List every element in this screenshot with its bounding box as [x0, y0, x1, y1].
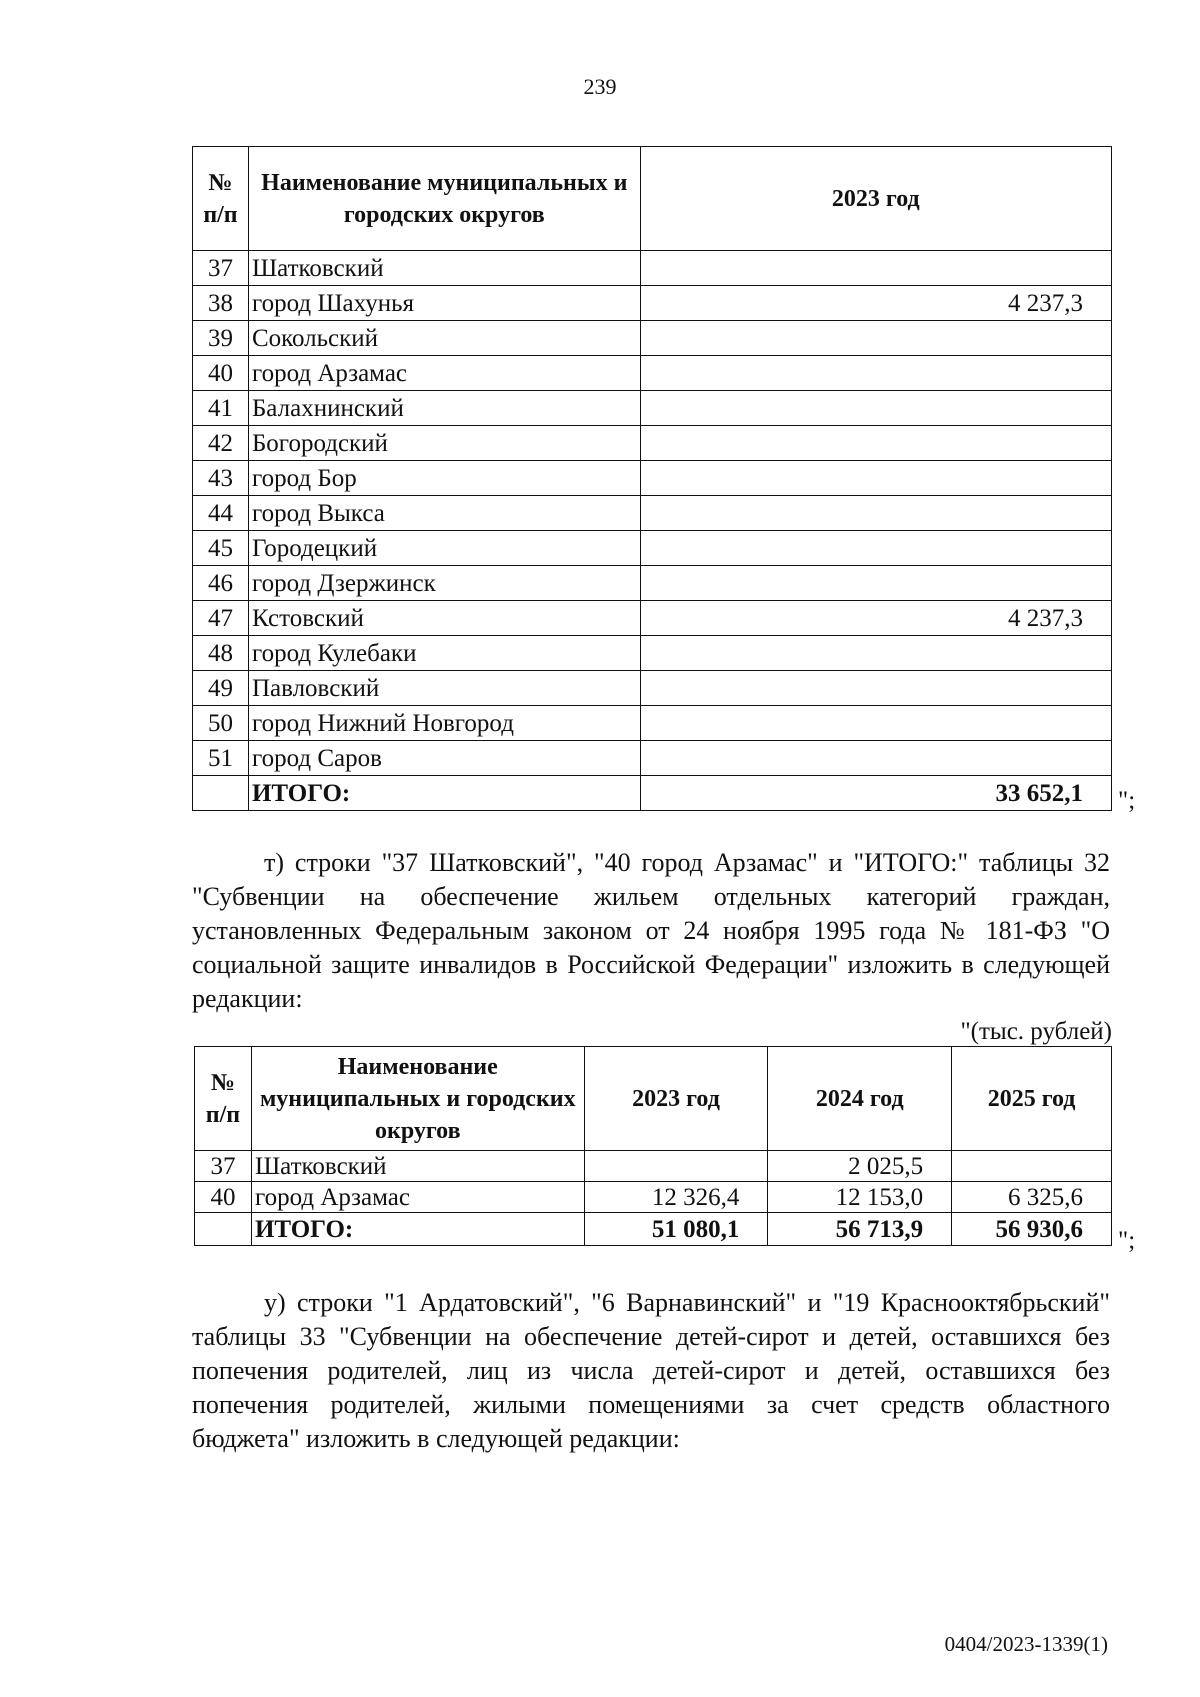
total-label: ИТОГО:: [248, 776, 640, 811]
header-2023: 2023 год: [640, 147, 1111, 251]
table-row: [193, 741, 1112, 776]
row-value-2023: [640, 636, 1111, 671]
row-value-2023: [640, 671, 1111, 706]
row-value-2023: 12 326,4: [584, 1182, 768, 1213]
row-name: город Арзамас: [248, 356, 640, 391]
row-name: город Шахунья: [248, 286, 640, 321]
table-row: [193, 426, 1112, 461]
table-row: [193, 286, 1112, 321]
row-name: город Выкса: [248, 496, 640, 531]
row-number: 41: [193, 391, 249, 426]
row-name: Павловский: [248, 671, 640, 706]
unit-label: "(тыс. рублей): [960, 1018, 1112, 1045]
header-2024: 2024 год: [768, 1047, 952, 1151]
header-name: Наименование муниципальных и городских округов: [251, 1047, 584, 1151]
header-2023: 2023 год: [584, 1047, 768, 1151]
row-value-2023: [640, 356, 1111, 391]
row-name: Кстовский: [248, 601, 640, 636]
row-number: 51: [193, 741, 249, 776]
header-2025: 2025 год: [952, 1047, 1112, 1151]
row-number: 43: [193, 461, 249, 496]
row-number: 37: [195, 1151, 252, 1182]
row-number: 50: [193, 706, 249, 741]
table-row: [193, 706, 1112, 741]
row-value-2023: [640, 706, 1111, 741]
total-empty-cell: [193, 776, 249, 811]
table-row: [193, 356, 1112, 391]
row-value-2024: 2 025,5: [768, 1151, 952, 1182]
document-code: 0404/2023-1339(1): [944, 1632, 1108, 1656]
total-value-2024: 56 713,9: [768, 1213, 952, 1246]
header-name: Наименование муниципальных и городских округов: [248, 147, 640, 251]
paragraph-u: у) строки "1 Ардатовский", "6 Варнавинский" и "19 Краснооктябрьский" таблицы 33 "Субвенции на обеспечение детей-сирот и детей, оставшихся без попечения родителей, лиц из числа детей-сирот и детей, оставшихся без попечения родителей, жилыми помещениями за счет средств областного бюджета" изложить в следующей редакции:: [192, 1288, 1110, 1453]
row-number: 49: [193, 671, 249, 706]
table-row: [195, 1182, 1112, 1213]
row-number: 44: [193, 496, 249, 531]
total-row: [195, 1213, 1112, 1246]
row-value-2023: [584, 1151, 768, 1182]
total-row: [193, 776, 1112, 811]
header-num: № п/п: [195, 1047, 252, 1151]
table-row: [193, 251, 1112, 286]
row-number: 40: [195, 1182, 252, 1213]
row-name: Городецкий: [248, 531, 640, 566]
row-number: 46: [193, 566, 249, 601]
row-value-2023: [640, 741, 1111, 776]
row-value-2025: 6 325,6: [952, 1182, 1112, 1213]
subsidy-table-31: [192, 146, 1112, 811]
table-row: [193, 461, 1112, 496]
row-number: 39: [193, 321, 249, 356]
total-value-2023: 33 652,1: [640, 776, 1111, 811]
row-number: 48: [193, 636, 249, 671]
row-value-2023: [640, 461, 1111, 496]
table-row: [193, 531, 1112, 566]
table-row: [193, 601, 1112, 636]
row-value-2023: [640, 391, 1111, 426]
row-value-2025: [952, 1151, 1112, 1182]
table-row: [193, 391, 1112, 426]
row-name: Шатковский: [248, 251, 640, 286]
row-name: город Бор: [248, 461, 640, 496]
table-row: [193, 321, 1112, 356]
total-empty-cell: [195, 1213, 252, 1246]
row-name: Сокольский: [248, 321, 640, 356]
table-row: [193, 636, 1112, 671]
row-number: 42: [193, 426, 249, 461]
total-value-2023: 51 080,1: [584, 1213, 768, 1246]
row-number: 45: [193, 531, 249, 566]
subsidy-table-32: [194, 1046, 1112, 1246]
table-row: [193, 566, 1112, 601]
row-name: город Саров: [248, 741, 640, 776]
row-value-2024: 12 153,0: [768, 1182, 952, 1213]
row-name: город Арзамас: [251, 1182, 584, 1213]
row-value-2023: [640, 496, 1111, 531]
header-num: № п/п: [193, 147, 249, 251]
row-name: город Нижний Новгород: [248, 706, 640, 741]
table2-closing-quote: ";: [1118, 1227, 1136, 1254]
row-name: Балахнинский: [248, 391, 640, 426]
row-value-2023: [640, 426, 1111, 461]
total-value-2025: 56 930,6: [952, 1213, 1112, 1246]
total-label: ИТОГО:: [251, 1213, 584, 1246]
row-number: 38: [193, 286, 249, 321]
paragraph-t: т) строки "37 Шатковский", "40 город Арзамас" и "ИТОГО:" таблицы 32 "Субвенции на обеспечение жильем отдельных категорий граждан, установленных Федеральным законом от 24 ноября 1995 года № 181-ФЗ "О социальной защите инвалидов в Российской Федерации" изложить в следующей редакции:: [192, 848, 1110, 1013]
row-value-2023: [640, 531, 1111, 566]
table-row: [195, 1151, 1112, 1182]
row-name: город Кулебаки: [248, 636, 640, 671]
page-number: 239: [583, 74, 617, 99]
row-value-2023: 4 237,3: [640, 286, 1111, 321]
table-row: [193, 671, 1112, 706]
row-name: город Дзержинск: [248, 566, 640, 601]
row-value-2023: [640, 321, 1111, 356]
table-row: [193, 496, 1112, 531]
row-number: 37: [193, 251, 249, 286]
table1-closing-quote: ";: [1118, 787, 1136, 814]
row-value-2023: 4 237,3: [640, 601, 1111, 636]
row-name: Богородский: [248, 426, 640, 461]
row-value-2023: [640, 566, 1111, 601]
row-number: 40: [193, 356, 249, 391]
row-name: Шатковский: [251, 1151, 584, 1182]
row-number: 47: [193, 601, 249, 636]
row-value-2023: [640, 251, 1111, 286]
